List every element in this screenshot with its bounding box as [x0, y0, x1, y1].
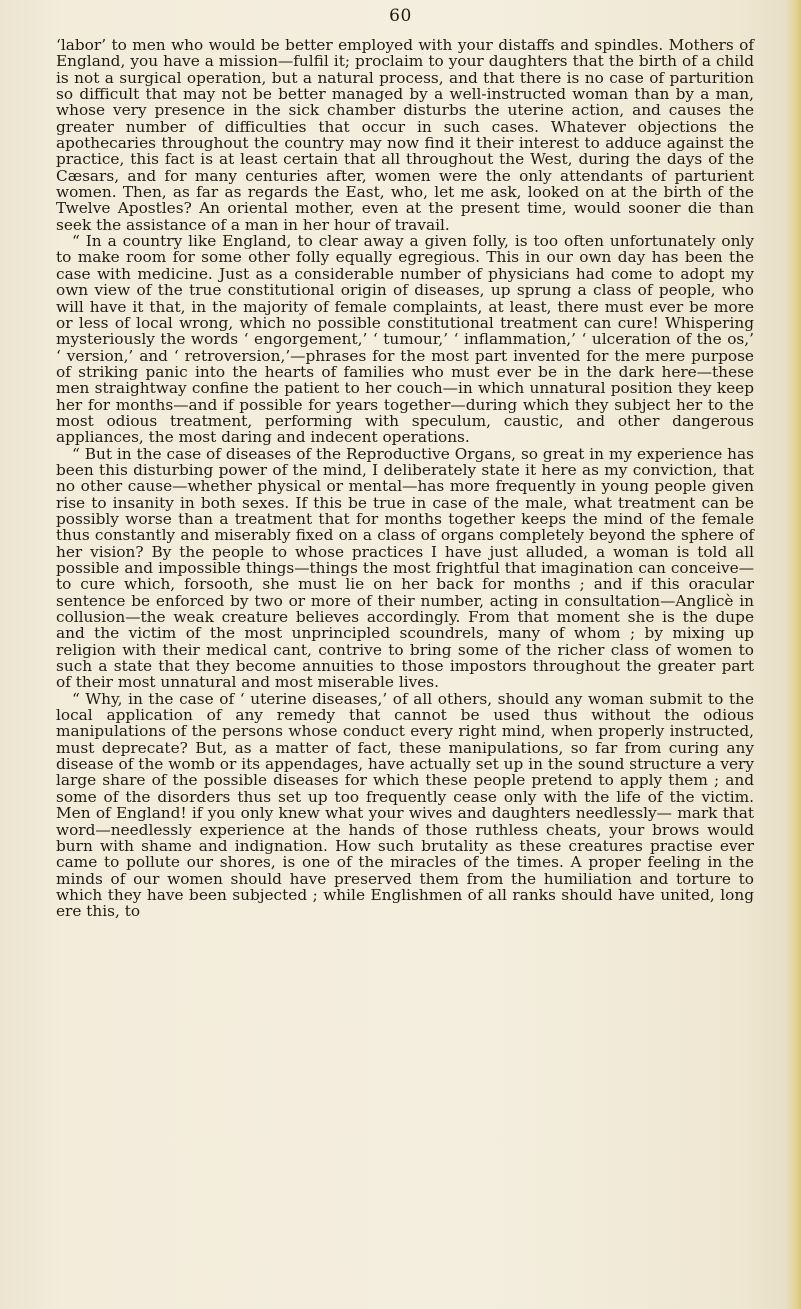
- paragraph-4: “ Why, in the case of ‘ uterine diseases,’ of all others, should any woman submit to the local application of any remedy that cannot be used thus without the odious manipulations of the persons whose conduct every right mind, when properly instructed, must deprecate? But, as a matter of fact, these manipulations, so far from curing any disease of the womb or its appendages, have actually set up in the sound structure a very large share of the possible diseases for which these people pretend to apply them ; and some of the disorders thus set up too frequently cease only with the life of the victim. Men of England! if you only knew what your wives and daughters needlessly— mark that word—needlessly experience at the hands of those ruthless cheats, your brows would burn with shame and indignation. How such brutality as these creatures practise ever came to pollute our shores, is one of the miracles of the times. A proper feeling in the minds of our women should have preserved them from the humiliation and torture to which they have been subjected ; while Englishmen of all ranks should have united, long ere this, to: [56, 689, 754, 921]
- body-text: [56, 37, 754, 920]
- paragraph-1: ‘labor’ to men who would be better employed with your distaffs and spindles. Mothers of England, you have a mission—fulfil it; proclaim to your daughters that the birth of a child is not a surgical operation, but a natural process, and that there is no case of parturition so difficult that may not be better managed by a well-instructed woman than by a man, whose very presence in the sick chamber disturbs the uterine action, and causes the greater number of difficulties that occur in such cases. Whatever objections the apothecaries throughout the country may now find it their interest to adduce against the practice, this fact is at least certain that all throughout the West, during the days of the Cæsars, and for many centuries after, women were the only attendants of parturient women. Then, as far as regards the East, who, let me ask, looked on at the birth of the Twelve Apostles? An oriental mother, even at the present time, would sooner die than seek the assistance of a man in her hour of travail.: [56, 36, 754, 234]
- paragraph-2: “ In a country like England, to clear away a given folly, is too often unfortunately only to make room for some other folly equally egregious. This in our own day has been the case with medicine. Just as a considerable number of physicians had come to adopt my own view of the true constitutional origin of diseases, up sprung a class of people, who will have it that, in the majority of female complaints, at least, there must ever be more or less of local wrong, which no possible constitutional treatment can cure! Whispering mysteriously the words ‘ engorgement,’ ‘ tumour,’ ‘ inflammation,’ ‘ ulceration of the os,’ ‘ version,’ and ‘ retroversion,’—phrases for the most part invented for the mere purpose of striking panic into the hearts of families who must ever be in the dark here—these men straightway confine the patient to her couch—in which unnatural position they keep her for months—and if possible for years together—during which they subject her to the most odious treatment, performing with speculum, caustic, and other dangerous appliances, the most daring and indecent operations.: [56, 232, 754, 447]
- paragraph-3: “ But in the case of diseases of the Reproductive Organs, so great in my experience has been this disturbing power of the mind, I deliberately state it here as my conviction, that no other cause—whether physical or mental—has more frequently in young people given rise to insanity in both sexes. If this be true in case of the male, what treatment can be possibly worse than a treatment that for months together keeps the mind of the female thus constantly and miserably fixed on a class of organs completely beyond the sphere of her vision? By the people to whose practices I have just alluded, a woman is told all possible and impossible things—things the most frightful that imagination can conceive—to cure which, forsooth, she must lie on her back for months ; and if this oracular sentence be enforced by two or more of their number, acting in consultation—Anglicè in collusion—the weak creature believes accordingly. From that moment she is the dupe and the victim of the most unprincipled scoundrels, many of whom ; by mixing up religion with their medical cant, contrive to bring some of the richer class of women to such a state that they become annuities to those impostors throughout the greater part of their most unnatural and most miserable lives.: [56, 444, 754, 692]
- page-edge-shadow: [785, 0, 801, 1309]
- page-number: 60: [389, 6, 412, 26]
